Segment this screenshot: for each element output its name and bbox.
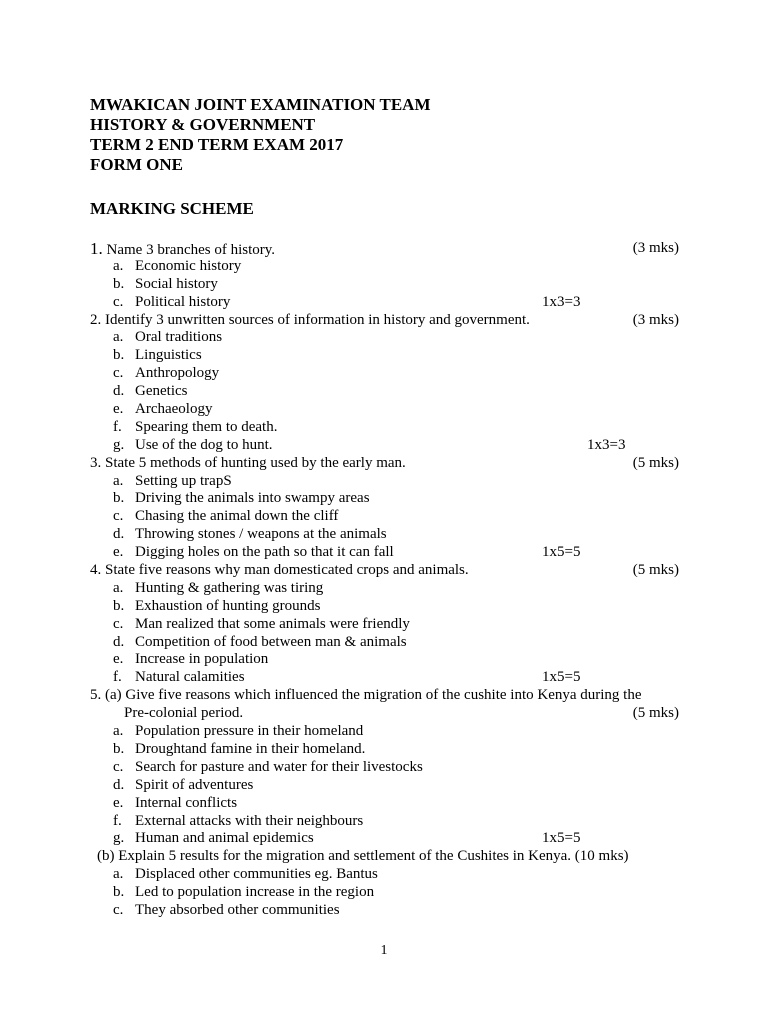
question-3 (0, 455, 768, 473)
list-item: b. Linguistics (113, 347, 202, 364)
question-3-text: 3. State 5 methods of hunting used by the early man. (90, 454, 406, 471)
list-item: d. Spirit of adventures (113, 776, 254, 793)
list-item: f. Spearing them to death. (113, 418, 278, 435)
list-item: c. Man realized that some animals were friendly (113, 615, 410, 632)
question-5b-text: (b) Explain 5 results for the migration and settlement of the Cushites in Kenya. (10 mks) (97, 848, 629, 865)
list-item: e. Archaeology (113, 401, 213, 418)
question-2-score: 1x3=3 (587, 436, 626, 453)
question-1-number: 1. (90, 239, 103, 258)
question-5a (0, 687, 768, 705)
list-item: a. Economic history (113, 257, 242, 274)
question-1-score: 1x3=3 (542, 293, 581, 310)
list-item: d. Genetics (113, 383, 188, 400)
list-item: b. Led to population increase in the region (113, 884, 375, 901)
list-item: f. Natural calamities 1x5=5 (113, 669, 581, 686)
question-5a-continuation: Pre-colonial period. (5 mks) (124, 705, 679, 722)
list-item: g. Use of the dog to hunt. 1x3=3 (113, 436, 626, 453)
header-line-3: TERM 2 END TERM EXAM 2017 (90, 135, 344, 154)
list-item: b. Exhaustion of hunting grounds (113, 597, 321, 614)
list-item: c. Search for pasture and water for their livestocks (113, 758, 423, 775)
header-line-4: FORM ONE (90, 155, 184, 174)
question-4 (0, 562, 768, 580)
question-5a-marks: (5 mks) (632, 705, 679, 722)
list-item: b. Driving the animals into swampy areas (113, 490, 370, 507)
header-line-2: HISTORY & GOVERNMENT (90, 115, 316, 134)
list-item: b. Droughtand famine in their homeland. (113, 740, 366, 757)
question-2-marks: (3 mks) (632, 311, 679, 328)
question-1-marks: (3 mks) (632, 240, 679, 256)
question-1-text: Name 3 branches of history. (102, 242, 276, 258)
question-5a-score: 1x5=5 (542, 830, 581, 847)
list-item: d. Competition of food between man & animals (113, 633, 407, 650)
question-3-score: 1x5=5 (542, 544, 581, 561)
list-item: a. Hunting & gathering was tiring (113, 579, 324, 596)
scheme-title: MARKING SCHEME (90, 199, 254, 218)
list-item: c. Anthropology (113, 365, 220, 382)
question-5b (0, 848, 768, 866)
list-item: e. Digging holes on the path so that it can fall 1x5=5 (113, 544, 581, 561)
list-item: a. Setting up trapS (113, 472, 232, 489)
list-item: a. Population pressure in their homeland (113, 723, 364, 740)
list-item: d. Throwing stones / weapons at the animals (113, 526, 387, 543)
page-number: 1 (380, 943, 388, 958)
question-3-marks: (5 mks) (632, 454, 679, 471)
document-header (90, 95, 431, 175)
question-2 (0, 312, 768, 330)
list-item: e. Internal conflicts (113, 794, 238, 811)
header-line-1: MWAKICAN JOINT EXAMINATION TEAM (90, 95, 431, 114)
list-item: a. Displaced other communities eg. Bantus (113, 866, 378, 883)
question-1 (0, 240, 768, 258)
list-item: b. Social history (113, 275, 218, 292)
list-item: g. Human and animal epidemics 1x5=5 (113, 830, 581, 847)
list-item: c. Chasing the animal down the cliff (113, 508, 339, 525)
list-item: a. Oral traditions (113, 329, 223, 346)
question-4-text: 4. State five reasons why man domesticated crops and animals. (90, 562, 469, 579)
list-item: c. Political history 1x3=3 (113, 293, 581, 310)
list-item: e. Increase in population (113, 651, 269, 668)
question-2-text: 2. Identify 3 unwritten sources of information in history and government. (90, 311, 530, 328)
question-4-score: 1x5=5 (542, 669, 581, 686)
question-5a-text: 5. (a) Give five reasons which influenced the migration of the cushite into Kenya during the (90, 687, 642, 704)
list-item: f. External attacks with their neighbours (113, 812, 364, 829)
list-item: c. They absorbed other communities (113, 901, 340, 918)
questions (0, 240, 768, 920)
question-4-marks: (5 mks) (632, 562, 679, 579)
